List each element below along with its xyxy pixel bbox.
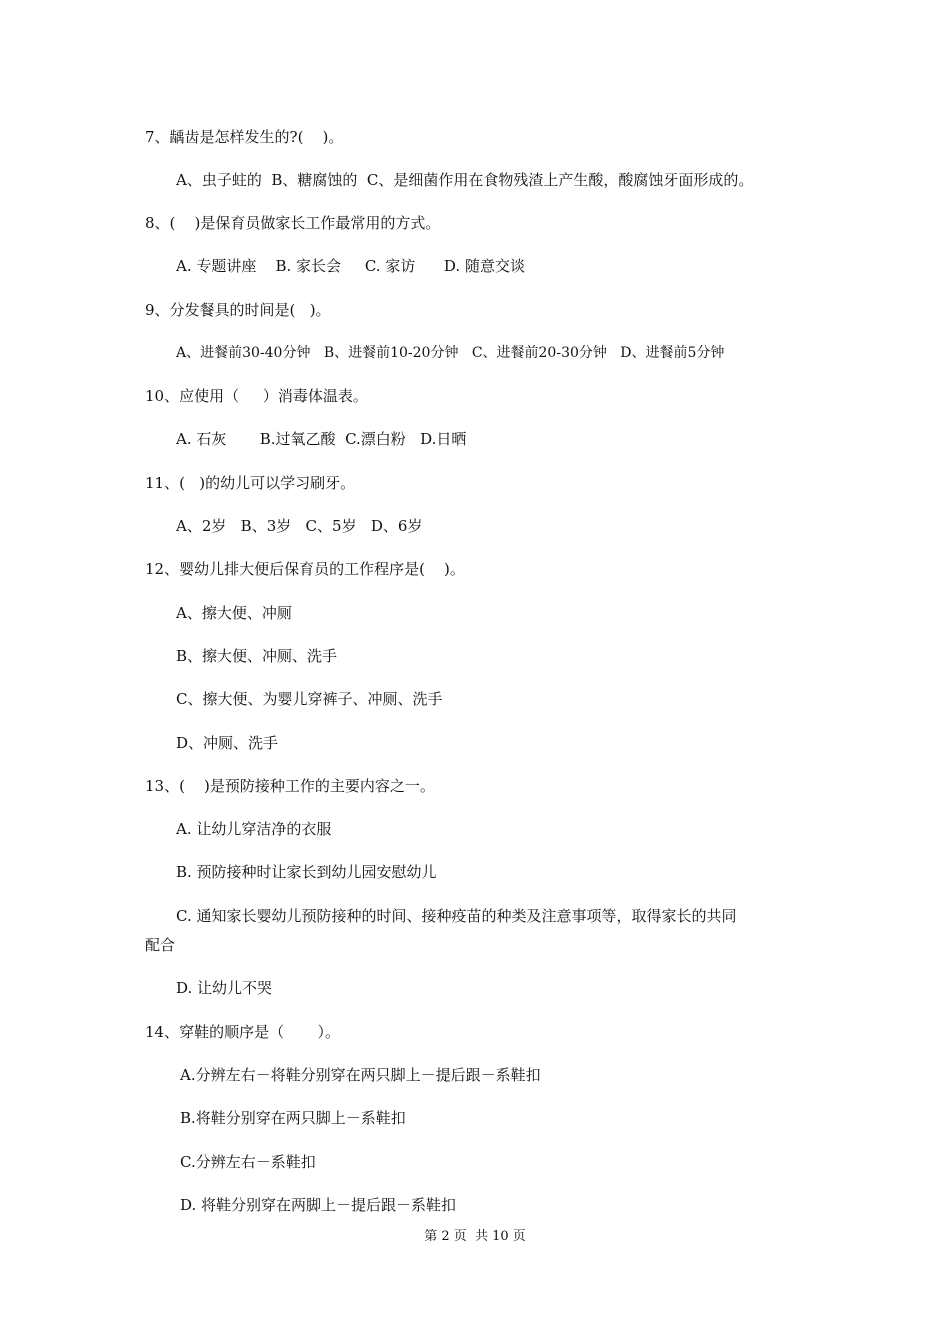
question-7-stem: 7、龋齿是怎样发生的?( )。	[145, 128, 344, 146]
question-13-option-c: C. 通知家长婴幼儿预防接种的时间、接种疫苗的种类及注意事项等，取得家长的共同	[176, 907, 737, 925]
question-8-stem: 8、( )是保育员做家长工作最常用的方式。	[145, 214, 441, 232]
question-14-option-d: D. 将鞋分别穿在两脚上－提后跟－系鞋扣	[180, 1196, 457, 1214]
question-14-option-a: A.分辨左右－将鞋分别穿在两只脚上－提后跟－系鞋扣	[180, 1066, 541, 1084]
question-13-stem: 13、( )是预防接种工作的主要内容之一。	[145, 777, 435, 795]
question-10-stem: 10、应使用（ ）消毒体温表。	[145, 387, 368, 405]
question-13-option-d: D. 让幼儿不哭	[176, 979, 273, 997]
question-11-stem: 11、( )的幼儿可以学习刷牙。	[145, 474, 356, 492]
question-12-option-a: A、擦大便、冲厕	[176, 604, 292, 622]
question-12-stem: 12、婴幼儿排大便后保育员的工作程序是( )。	[145, 560, 465, 578]
question-9-stem: 9、分发餐具的时间是( )。	[145, 301, 331, 319]
question-13-option-a: A. 让幼儿穿洁净的衣服	[176, 820, 332, 838]
question-13-option-b: B. 预防接种时让家长到幼儿园安慰幼儿	[176, 863, 437, 881]
question-10-options: A. 石灰 B.过氧乙酸 C.漂白粉 D.日晒	[176, 430, 467, 448]
page-footer: 第 2 页 共 10 页	[424, 1229, 526, 1244]
question-14-stem: 14、穿鞋的顺序是（ ）。	[145, 1023, 340, 1041]
question-13-option-c-cont: 配合	[145, 936, 176, 954]
question-14-option-c: C.分辨左右－系鞋扣	[180, 1153, 316, 1171]
question-12-option-c: C、擦大便、为婴儿穿裤子、冲厕、洗手	[176, 690, 443, 708]
question-9-options: A、进餐前30-40分钟 B、进餐前10-20分钟 C、进餐前20-30分钟 D、进餐前5分钟	[176, 345, 725, 361]
question-7-options: A、虫子蛀的 B、糖腐蚀的 C、是细菌作用在食物残渣上产生酸，酸腐蚀牙面形成的。	[176, 171, 754, 189]
question-11-options: A、2岁 B、3岁 C、5岁 D、6岁	[176, 517, 423, 535]
question-12-option-b: B、擦大便、冲厕、洗手	[176, 647, 338, 665]
question-14-option-b: B.将鞋分别穿在两只脚上－系鞋扣	[180, 1109, 406, 1127]
question-8-options: A. 专题讲座 B. 家长会 C. 家访 D. 随意交谈	[176, 257, 525, 275]
question-12-option-d: D、冲厕、洗手	[176, 734, 279, 752]
